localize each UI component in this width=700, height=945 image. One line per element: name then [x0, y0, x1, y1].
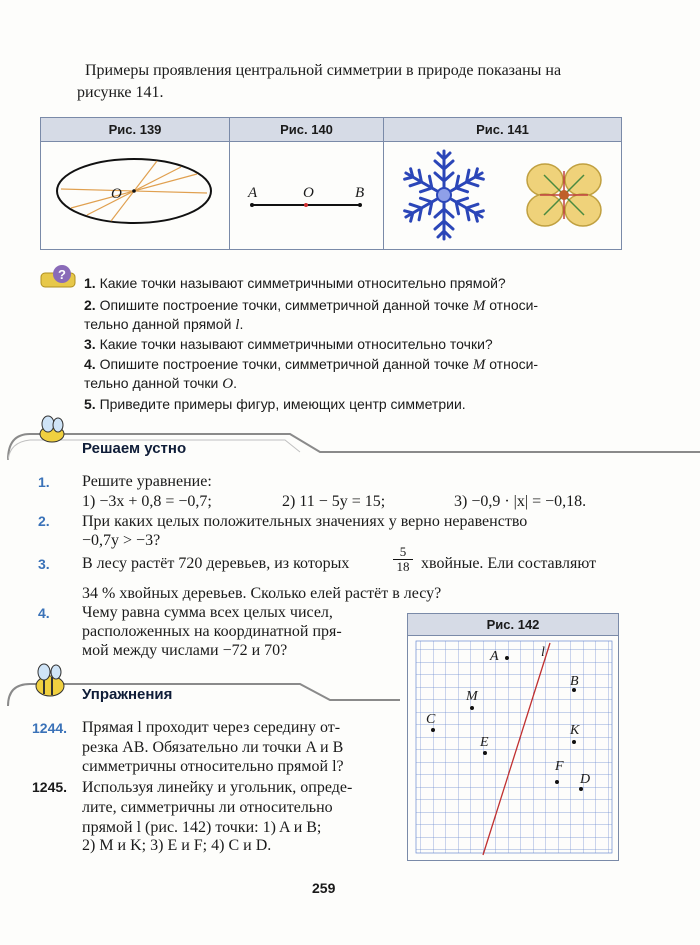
- question-text: тельно данной точки: [84, 375, 219, 391]
- task-number: 2.: [38, 513, 50, 529]
- question-text: Опишите построение точки, симметричной данной точке: [99, 356, 469, 372]
- nature-symmetry-figure: [384, 143, 621, 249]
- line-l-label: l: [541, 645, 545, 660]
- ellipse-figure: [41, 143, 229, 249]
- exercise-number: 1244.: [32, 720, 68, 736]
- question-2-cont: [84, 315, 243, 335]
- page-number: 259: [312, 880, 336, 896]
- task-number: 1.: [38, 474, 50, 490]
- point-f-label: F: [555, 759, 564, 774]
- question-text: тельно данной прямой: [84, 316, 232, 332]
- task-1-c: 3) −0,9 · |x| = −0,18.: [454, 493, 587, 510]
- question-text: относи-: [489, 356, 539, 372]
- task-3-line-1b: хвойные. Ели составляют: [421, 555, 597, 572]
- point-a-label: A: [248, 185, 258, 201]
- oral-section-title: Решаем устно: [82, 440, 187, 457]
- task-2-line-1: При каких целых положительных значениях y верно неравенство: [82, 513, 528, 530]
- task-1-b: 2) 11 − 5y = 15;: [282, 493, 386, 510]
- task-number: 3.: [38, 556, 50, 572]
- bee-icon: [40, 416, 64, 442]
- question-number: 3.: [84, 336, 96, 352]
- question-icon: [40, 264, 76, 292]
- question-1: [84, 274, 506, 293]
- question-2: [84, 296, 538, 316]
- task-4-line-1: Чему равна сумма всех целых чисел,: [82, 604, 333, 621]
- exercise-1245-line-3: прямой l (рис. 142) точки: 1) A и B;: [82, 819, 322, 836]
- task-1-a: 1) −3x + 0,8 = −0,7;: [82, 493, 212, 510]
- question-text: Опишите построение точки, симметричной данной точке: [99, 297, 469, 313]
- fraction: [393, 545, 413, 574]
- fig140-title: Рис. 140: [230, 118, 383, 142]
- point-c-label: C: [426, 712, 436, 727]
- question-4-cont: [84, 374, 237, 394]
- svg-text:?: ?: [58, 267, 66, 282]
- snowflake-icon: [401, 151, 486, 239]
- point-b-label: B: [355, 185, 365, 201]
- point-k-label: K: [570, 723, 580, 738]
- variable: l: [235, 317, 240, 333]
- point-a-label: A: [490, 649, 499, 664]
- task-4-line-2: расположенных на координатной пря-: [82, 623, 342, 640]
- exercise-1244-line-1: Прямая l проходит через середину от-: [82, 719, 341, 736]
- flower-icon: [527, 164, 601, 226]
- fig141-title: Рис. 141: [384, 118, 621, 142]
- exercise-1244-line-3: симметричны относительно прямой l?: [82, 758, 344, 775]
- figure-142: [407, 613, 619, 861]
- exercise-1245-line-4: 2) M и K; 3) E и F; 4) C и D.: [82, 837, 272, 854]
- point-m-label: M: [466, 689, 478, 704]
- punctuation: .: [239, 316, 244, 332]
- exercise-1245-line-1: Используя линейку и угольник, опреде-: [82, 779, 353, 796]
- point-d-label: D: [580, 772, 591, 787]
- intro-line-2: рисунке 141.: [77, 84, 164, 101]
- intro-paragraph: [77, 60, 645, 104]
- question-number: 2.: [84, 297, 96, 313]
- question-4: [84, 355, 538, 375]
- intro-line-1: Примеры проявления центральной симметрии в природе показаны на: [85, 62, 562, 79]
- fig142-title: Рис. 142: [408, 614, 618, 636]
- task-2-line-2: −0,7y > −3?: [82, 532, 161, 549]
- question-number: 1.: [84, 275, 96, 291]
- fraction-numerator: 5: [399, 544, 407, 559]
- grid-plot: [408, 637, 618, 860]
- question-number: 5.: [84, 396, 96, 412]
- question-text: Приведите примеры фигур, имеющих центр симметрии.: [99, 396, 466, 412]
- question-text: Какие точки называют симметричными относительно точки?: [99, 336, 493, 352]
- question-3: [84, 335, 493, 354]
- task-4-line-3: мой между числами −72 и 70?: [82, 642, 288, 659]
- exercise-1244-line-2: резка AB. Обязательно ли точки A и B: [82, 739, 344, 756]
- punctuation: .: [233, 375, 237, 391]
- exercise-1245-line-2: лите, симметричны ли относительно: [82, 799, 333, 816]
- figure-table: [40, 117, 622, 250]
- section-banner: [0, 660, 400, 710]
- task-3-line-2: 34 % хвойных деревьев. Сколько елей растёт в лесу?: [82, 585, 442, 602]
- variable: O: [222, 376, 234, 392]
- fig139-title: Рис. 139: [41, 118, 229, 142]
- task-3-line-1a: В лесу растёт 720 деревьев, из которых: [82, 555, 350, 572]
- question-text: относи-: [489, 297, 539, 313]
- point-e-label: E: [480, 735, 489, 750]
- fraction-denominator: 18: [393, 559, 413, 574]
- task-number: 4.: [38, 605, 50, 621]
- question-text: Какие точки называют симметричными относительно прямой?: [99, 275, 506, 291]
- task-1-intro: Решите уравнение:: [82, 473, 212, 490]
- point-b-label: B: [570, 674, 579, 689]
- question-number: 4.: [84, 356, 96, 372]
- exercises-section-title: Упражнения: [82, 686, 173, 703]
- exercise-number: 1245.: [32, 779, 68, 795]
- point-o-label: O: [303, 185, 314, 201]
- variable: M: [472, 357, 486, 373]
- variable: M: [472, 298, 486, 314]
- bee-icon: [36, 664, 64, 696]
- point-o-label: O: [111, 186, 122, 202]
